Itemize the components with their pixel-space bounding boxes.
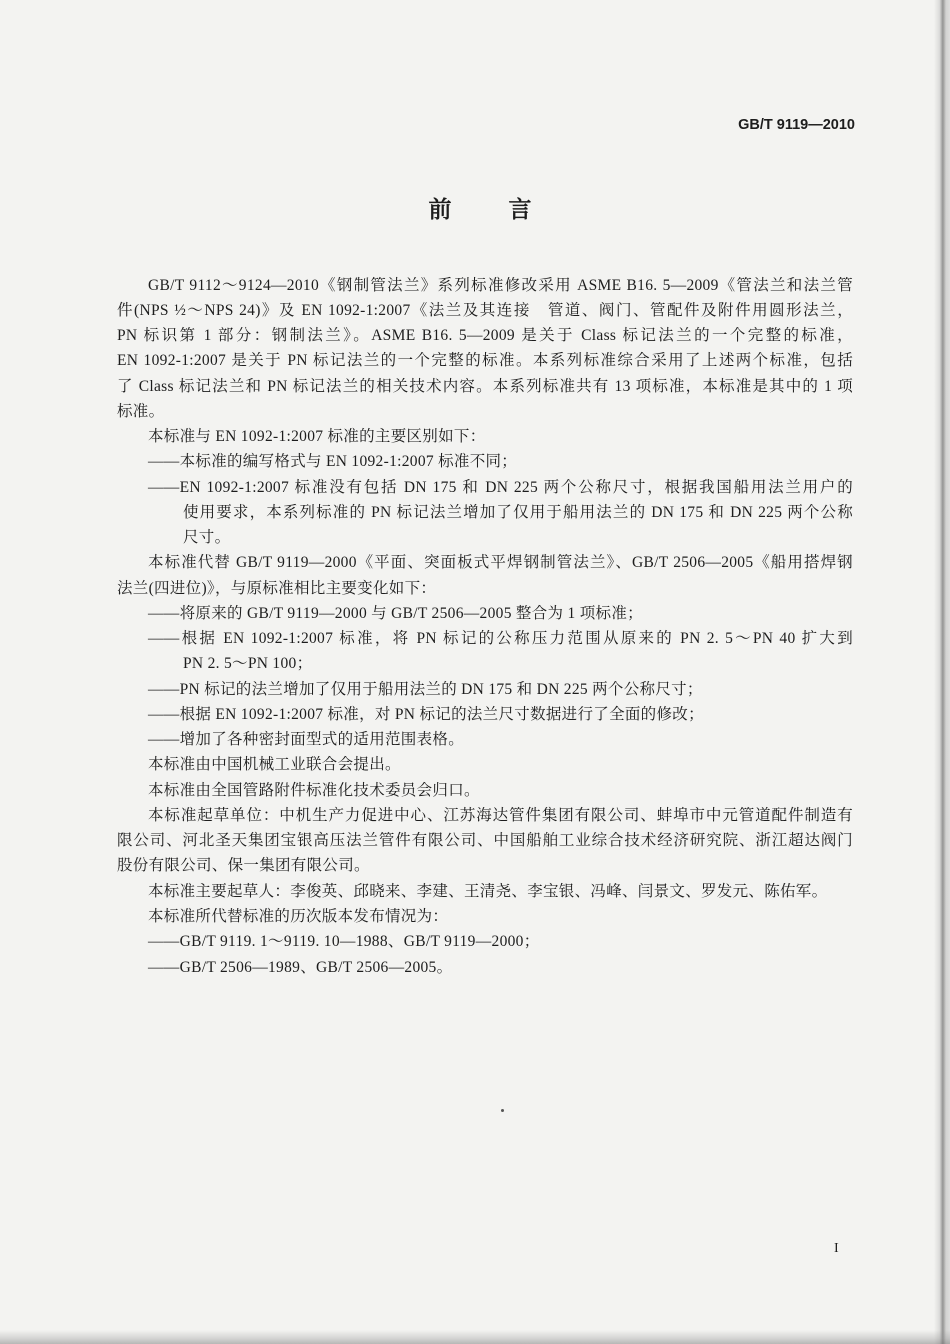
page-number: I	[834, 1241, 839, 1256]
text-line: PN 标识第 1 部分：钢制法兰》。ASME B16. 5—2009 是关于 Class 标记法兰的一个完整的标准，	[117, 327, 853, 345]
preface-title: 前 言	[428, 197, 549, 223]
text-line: ——GB/T 9119. 1～9119. 10—1988、GB/T 9119—2000；	[148, 933, 540, 951]
text-line: PN 2. 5～PN 100；	[183, 655, 313, 673]
text-line: 限公司、河北圣天集团宝银高压法兰管件有限公司、中国船舶工业综合技术经济研究院、浙江超达阀门	[117, 832, 853, 850]
text-line: 标准。	[117, 402, 165, 420]
text-line: 本标准主要起草人：李俊英、邱晓来、李建、王清尧、李宝银、冯峰、闫景文、罗发元、陈佑军。	[148, 882, 828, 900]
text-line: ——根据 EN 1092-1:2007 标准，对 PN 标记的法兰尺寸数据进行了全面的修改；	[148, 705, 704, 723]
text-line: GB/T 9112～9124—2010《钢制管法兰》系列标准修改采用 ASME B16. 5—2009《管法兰和法兰管	[148, 276, 853, 294]
text-line: ——本标准的编写格式与 EN 1092-1:2007 标准不同；	[148, 453, 518, 471]
text-line: 尺寸。	[183, 529, 231, 547]
text-line: ——增加了各种密封面型式的适用范围表格。	[148, 731, 465, 749]
scan-edge-right	[934, 0, 950, 1344]
text-line: 件(NPS ½～NPS 24)》及 EN 1092-1:2007《法兰及其连接 管道、阀门、管配件及附件用圆形法兰，	[117, 301, 853, 319]
text-line: 使用要求，本系列标准的 PN 标记法兰增加了仅用于船用法兰的 DN 175 和 DN 225 两个公称	[183, 503, 853, 521]
text-line: 本标准由中国机械工业联合会提出。	[148, 756, 401, 774]
text-line: 本标准由全国管路附件标准化技术委员会归口。	[148, 781, 480, 799]
text-line: 法兰(四进位)》，与原标准相比主要变化如下：	[117, 579, 437, 597]
text-line: 股份有限公司、保一集团有限公司。	[117, 857, 370, 875]
standard-code-header: GB/T 9119—2010	[738, 117, 855, 133]
scan-edge-bottom	[0, 1330, 950, 1344]
text-line: 了 Class 标记法兰和 PN 标记法兰的相关技术内容。本系列标准共有 13 项标准，本标准是其中的 1 项	[117, 377, 853, 395]
text-line: ——将原来的 GB/T 9119—2000 与 GB/T 2506—2005 整合为 1 项标准；	[148, 604, 643, 622]
text-line: 本标准与 EN 1092-1:2007 标准的主要区别如下：	[148, 428, 486, 446]
text-line: ——PN 标记的法兰增加了仅用于船用法兰的 DN 175 和 DN 225 两个公称尺寸；	[148, 680, 703, 698]
text-line: EN 1092-1:2007 是关于 PN 标记法兰的一个完整的标准。本系列标准综合采用了上述两个标准，包括	[117, 352, 853, 370]
text-line: ——EN 1092-1:2007 标准没有包括 DN 175 和 DN 225 两个公称尺寸，根据我国船用法兰用户的	[148, 478, 853, 496]
scan-speck	[501, 1109, 504, 1112]
text-line: 本标准代替 GB/T 9119—2000《平面、突面板式平焊钢制管法兰》、GB/T 2506—2005《船用搭焊钢	[148, 554, 853, 572]
text-line: ——根据 EN 1092-1:2007 标准，将 PN 标记的公称压力范围从原来的 PN 2. 5～PN 40 扩大到	[148, 630, 853, 648]
text-line: 本标准起草单位：中机生产力促进中心、江苏海达管件集团有限公司、蚌埠市中元管道配件制造有	[148, 806, 853, 824]
text-line: 本标准所代替标准的历次版本发布情况为：	[148, 908, 449, 925]
text-line: ——GB/T 2506—1989、GB/T 2506—2005。	[148, 958, 453, 976]
